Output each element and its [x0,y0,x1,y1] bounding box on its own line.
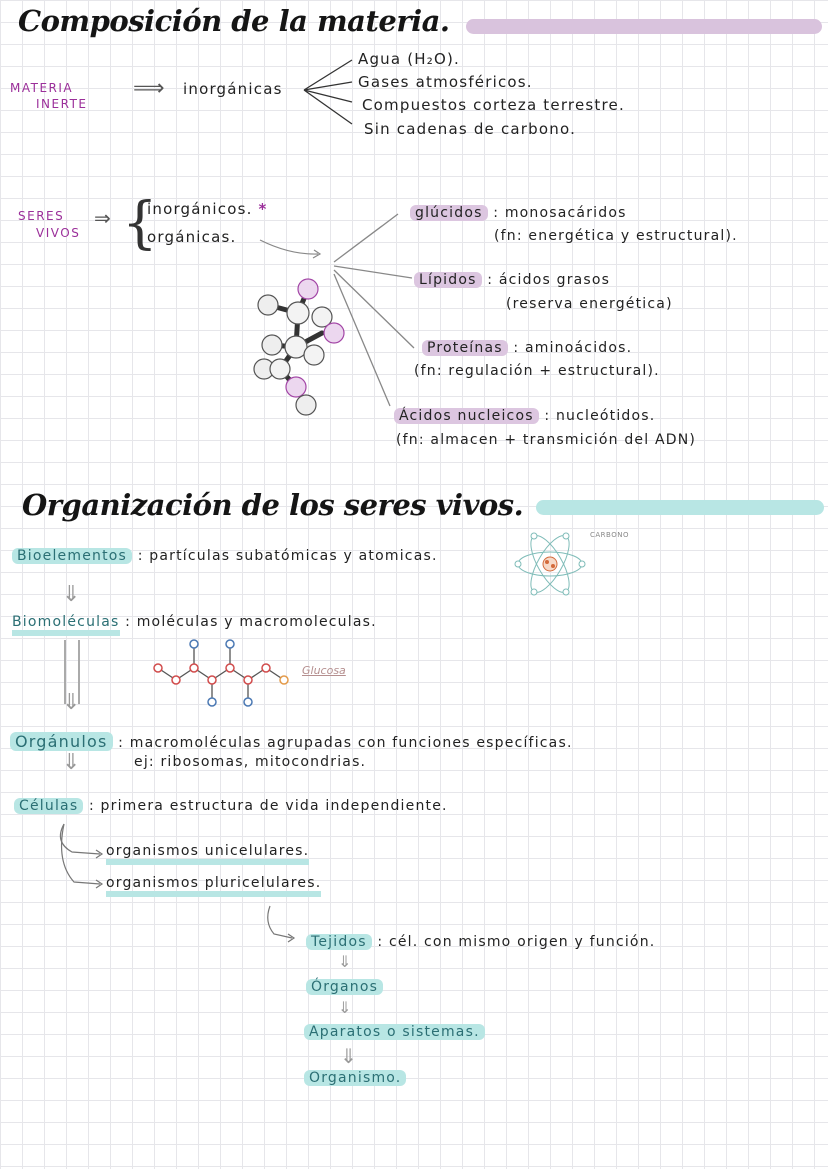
glucidos-name: glúcidos [410,205,488,221]
level-celulas: Células : primera estructura de vida independiente. [14,798,448,814]
glucose-chain-icon [150,638,300,708]
glucose-label: Glucosa [302,664,346,677]
down-arrow-icon-2: ⇓ [62,690,81,715]
organulos-name: Orgánulos [10,732,113,751]
down-arrow-icon-6: ⇓ [340,1044,357,1068]
chain-organismo: Organismo. [304,1070,406,1086]
acidos-name: Ácidos nucleicos [394,408,539,424]
inerte-item-agua: Agua (H₂O). [358,50,461,68]
lipidos-detail: (reserva energética) [506,296,673,312]
organism-unicelulares: organismos unicelulares. [106,843,309,865]
chain-organos: Órganos [306,979,383,995]
atom-icon [510,524,590,604]
inerte-item-corteza: Compuestos corteza terrestre. [362,96,625,114]
atom-label: CARBONO [590,531,629,539]
tejidos-name: Tejidos [306,934,372,950]
organism-pluricelulares: organismos pluricelulares. [106,875,321,897]
lipidos-row: Lípidos : ácidos grasos [414,272,610,288]
lipidos-value: ácidos grasos [498,272,611,288]
section-title-composicion: Composición de la materia. [18,4,450,38]
double-arrow-icon-2: ⇒ [94,206,111,230]
down-arrow-icon-5: ⇓ [338,998,352,1017]
down-arrow-icon-1: ⇓ [62,582,81,607]
organulos-desc: macromoléculas agrupadas con funciones específicas. [129,735,573,751]
acidos-row: Ácidos nucleicos : nucleótidos. [394,408,655,424]
biomoleculas-desc: moléculas y macromoleculas. [136,614,377,630]
asterisk-icon: * [258,200,268,218]
title-accent-bar-purple [466,19,822,34]
tejidos-desc: cél. con mismo origen y función. [388,934,656,950]
level-biomoleculas: Biomoléculas : moléculas y macromoleculas. [12,614,377,630]
inorganicos-text: inorgánicos. [147,200,253,218]
glucidos-row: glúcidos : monosacáridos [410,205,627,221]
materia-inerte-label [10,80,87,112]
glucidos-detail: (fn: energética y estructural). [494,228,738,244]
molecule-icon [250,275,360,425]
seres-vivos-label [18,208,80,242]
proteinas-value: aminoácidos. [524,340,633,356]
proteinas-row: Proteínas : aminoácidos. [422,340,632,356]
lipidos-name: Lípidos [414,272,482,288]
glucidos-value: monosacáridos [504,205,627,221]
branch-lines-icon [300,50,360,130]
acidos-detail: (fn: almacen + transmición del ADN) [396,432,697,448]
tejidos-branch-icon [264,904,304,944]
title-accent-bar-teal [536,500,824,515]
materia-inerte-line1: MATERIA [10,81,74,95]
level-organulos: Orgánulos : macromoléculas agrupadas con funciones específicas. [10,732,573,751]
level-bioelementos: Bioelementos : partículas subatómicas y atomicas. [12,548,438,564]
inorganicas-label: inorgánicas [183,80,283,98]
celulas-desc: primera estructura de vida independiente. [100,798,448,814]
bioelementos-name: Bioelementos [12,548,132,564]
tejidos-row: Tejidos : cél. con mismo origen y función. [306,934,655,950]
double-arrow-icon: ⟹ [133,76,165,101]
down-arrow-icon-4: ⇓ [338,952,352,971]
down-arrow-icon-3: ⇓ [62,750,81,775]
chain-aparatos: Aparatos o sistemas. [304,1024,485,1040]
bioelementos-desc: partículas subatómicas y atomicas. [149,548,438,564]
inerte-item-gases: Gases atmosféricos. [358,73,533,91]
celulas-name: Células [14,798,83,814]
materia-inerte-line2: INERTE [36,97,88,111]
proteinas-name: Proteínas [422,340,508,356]
acidos-value: nucleótidos. [555,408,656,424]
curly-brace-icon: { [122,191,158,256]
section-title-organizacion: Organización de los seres vivos. [22,488,524,522]
proteinas-detail: (fn: regulación + estructural). [414,363,660,379]
seres-vivos-line1: SERES [18,209,65,223]
biomoleculas-name: Biomoléculas [12,614,120,636]
inerte-item-carbono: Sin cadenas de carbono. [364,120,577,138]
seres-vivos-line2: VIVOS [36,226,81,240]
organicas-label: orgánicas. [147,228,237,246]
organulos-example: ej: ribosomas, mitocondrias. [134,754,367,770]
organisms-branch-icon [54,822,114,892]
